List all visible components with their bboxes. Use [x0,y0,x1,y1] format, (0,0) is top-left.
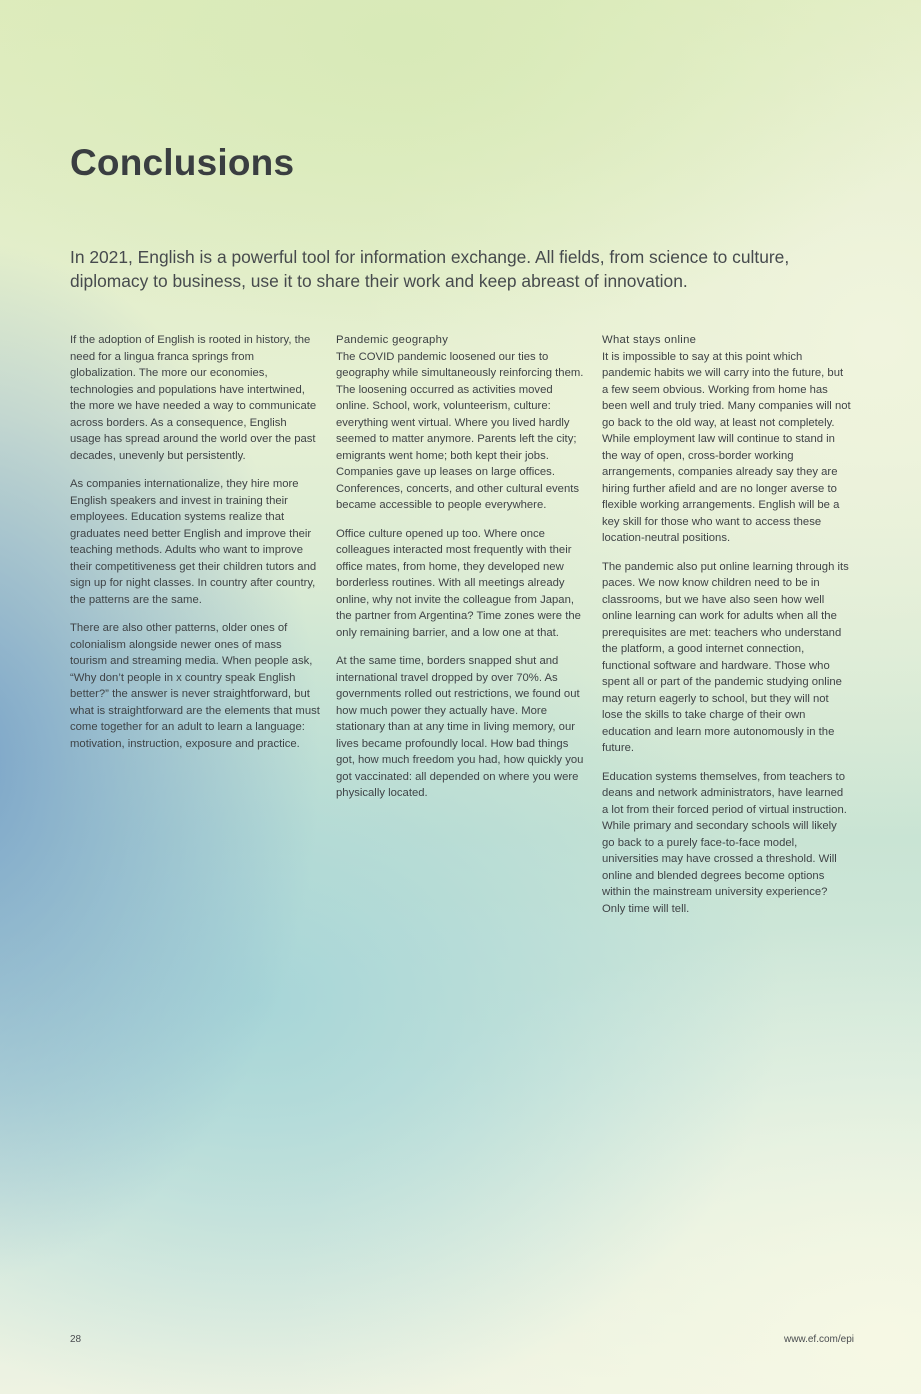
section-block [602,332,852,547]
section-heading: Pandemic geography [336,334,449,346]
page-number: 28 [70,1334,82,1345]
paragraph: At the same time, borders snapped shut and international travel dropped by over 70%. As governments rolled out restrictions, we found out how much power they actually have. More stationary than at any time in living memory, our lives became profoundly local. How bad things got, how much freedom you had, how quickly you got vaccinated: all depended on where you were physically located. [336,655,584,799]
paragraph: If the adoption of English is rooted in history, the need for a lingua franca springs from globalization. The more our economies, technologies and populations have intertwined, the more we have needed a way to communicate across borders. As a consequence, English usage has spread around the world over the past decades, unevenly but persistently. [70,334,317,462]
page-title: Conclusions [70,142,295,183]
paragraph: Education systems themselves, from teachers to deans and network administrators, have learned a lot from their forced period of virtual instruction. While primary and secondary schools will likely go back to a purely face-to-face model, universities may have crossed a threshold. Will online and blended degrees become options within the mainstream university experience? Only time will tell. [602,770,847,915]
paragraph: It is impossible to say at this point which pandemic habits we will carry into the future, but a few seem obvious. Working from home has been well and truly tried. Many companies will not go back to the old way, at least not completely. While employment law will continue to stand in the way of open, cross-border working arrangements, companies already say they are hiring further afield and are no longer averse to flexible working arrangements. English will be a key skill for those who want to access these location-neutral positions. [602,350,851,544]
paragraph: The COVID pandemic loosened our ties to geography while simultaneously reinforcing them. The loosening occurred as activities moved online. School, work, volunteerism, culture: everything went virtual. Where you lived hardly seemed to matter anymore. Parents left the city; emigrants went home; both kept their jobs. Companies gave up leases on large offices. Conferences, concerts, and other cultural events became accessible to people everywhere. [336,350,584,511]
section-heading: What stays online [602,334,697,346]
column-2 [336,332,586,814]
column-1 [70,332,320,764]
section-block [336,332,586,514]
paragraph: As companies internationalize, they hire more English speakers and invest in training their employees. Education systems realize that graduates need better English and improve their teaching methods. Adults who want to improve their competitiveness get their children tutors and sign up for night classes. In country after country, the patterns are the same. [70,478,317,606]
paragraph: There are also other patterns, older ones of colonialism alongside newer ones of mass tourism and streaming media. When people ask, “Why don’t people in x country speak English better?” the answer is never straightforward, but what is straightforward are the elements that must come together for an adult to learn a language: motivation, instruction, exposure and practice. [70,622,320,750]
intro-paragraph: In 2021, English is a powerful tool for information exchange. All fields, from science to culture, diplomacy to business, use it to share their work and keep abreast of innovation. [70,247,790,291]
column-3 [602,332,852,929]
paragraph: Office culture opened up too. Where once colleagues interacted most frequently with their office mates, from home, they developed new borderless routines. With all meetings already online, why not invite the colleague from Japan, the partner from Argentina? Time zones were the only remaining barrier, and a low one at that. [336,527,581,639]
paragraph: The pandemic also put online learning through its paces. We now know children need to be in classrooms, but we have also seen how well online learning can work for adults when all the prerequisites are met: teachers who understand the platform, a good internet connection, functional software and hardware. Those who spent all or part of the pandemic studying online may return eagerly to school, but they will not lose the skills to take charge of their own education and learn more autonomously in the future. [602,560,849,754]
footer-url[interactable]: www.ef.com/epi [783,1334,854,1345]
